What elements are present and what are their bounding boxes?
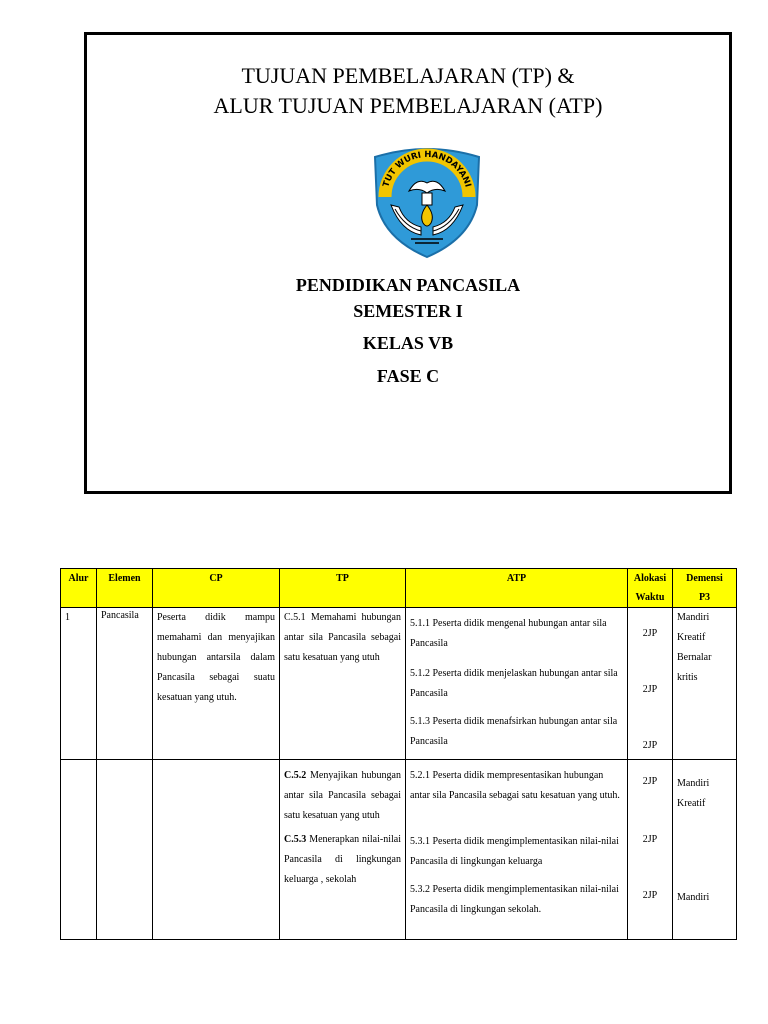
header-demensi-2: P3 xyxy=(698,592,711,603)
row2-dimensi-2: Kreatif xyxy=(677,798,706,809)
row1-jp-1: 2JP xyxy=(642,628,658,639)
row2-dimensi-3: Mandiri xyxy=(677,892,710,903)
row1-dimensi-2: Kreatif xyxy=(677,632,706,643)
row1-atp-item-1: 5.1.1 Peserta didik mengenal hubungan antar sila Pancasila xyxy=(410,618,607,649)
title-line-1: TUJUAN PEMBELAJARAN (TP) & xyxy=(241,63,575,88)
row2-tp-2 xyxy=(284,830,401,890)
row1-atp xyxy=(406,608,628,760)
subject-title: PENDIDIKAN PANCASILA xyxy=(295,275,521,295)
row1-jp-3: 2JP xyxy=(642,740,658,751)
row2-alokasi xyxy=(628,760,673,940)
row2-atp xyxy=(406,760,628,940)
table-row xyxy=(61,608,737,760)
row2-dimensi-1: Mandiri xyxy=(677,778,710,789)
row2-tp2-text: Menerapkan nilai-nilai Pancasila di lingkungan keluarga , sekolah xyxy=(284,834,401,885)
semester-label: SEMESTER I xyxy=(353,301,463,321)
row1-atp-item-3: 5.1.3 Peserta didik menafsirkan hubungan antar sila Pancasila xyxy=(410,716,618,747)
row1-jp-2: 2JP xyxy=(642,684,658,695)
row2-tp2-code: C.5.3 xyxy=(284,834,307,845)
row1-dimensi xyxy=(673,608,737,760)
phase-label: FASE C xyxy=(376,366,440,386)
row1-tp-text: Memahami hubungan antar sila Pancasila sebagai satu kesatuan yang utuh xyxy=(284,612,401,663)
row2-elemen xyxy=(97,760,153,940)
header-demensi xyxy=(673,569,737,608)
row2-alur xyxy=(61,760,97,940)
row1-dimensi-3: Bernalar kritis xyxy=(677,652,712,683)
table-header-row xyxy=(61,569,737,608)
svg-text:TUT WURI HANDAYANI: TUT WURI HANDAYANI xyxy=(381,149,473,189)
row2-tp xyxy=(280,760,406,940)
tut-wuri-handayani-logo xyxy=(365,135,489,259)
row1-tp xyxy=(280,608,406,760)
header-alokasi-1: Alokasi xyxy=(633,573,667,584)
row2-jp-2: 2JP xyxy=(642,834,658,845)
row2-tp1-code: C.5.2 xyxy=(284,770,307,781)
class-label: KELAS VB xyxy=(362,333,454,353)
document-title xyxy=(87,61,729,121)
row1-cp: Peserta didik mampu memahami dan menyajikan hubungan antarsila dalam Pancasila sebagai suatu kesatuan yang utuh. xyxy=(153,608,280,760)
row1-tp-code: C.5.1 xyxy=(284,612,306,623)
header-alokasi-2: Waktu xyxy=(635,592,665,603)
header-alur: Alur xyxy=(61,569,97,608)
row2-jp-3: 2JP xyxy=(642,890,658,901)
row2-jp-1: 2JP xyxy=(642,776,658,787)
row2-atp-item-2: 5.3.1 Peserta didik mengimplementasikan nilai-nilai Pancasila di lingkungan keluarga xyxy=(410,836,619,867)
row2-atp-item-1: 5.2.1 Peserta didik mempresentasikan hubungan antar sila Pancasila sebagai satu kesatuan yang utuh. xyxy=(410,770,620,801)
row2-cp xyxy=(153,760,280,940)
header-elemen: Elemen xyxy=(97,569,153,608)
atp-table xyxy=(60,568,737,940)
row2-tp-1 xyxy=(284,766,401,826)
header-cp: CP xyxy=(153,569,280,608)
cover-box xyxy=(84,32,732,494)
title-line-2: ALUR TUJUAN PEMBELAJARAN (ATP) xyxy=(213,93,603,118)
row2-atp-item-3: 5.3.2 Peserta didik mengimplementasikan nilai-nilai Pancasila di lingkungan sekolah. xyxy=(410,884,619,915)
header-tp: TP xyxy=(280,569,406,608)
row1-alokasi xyxy=(628,608,673,760)
row2-tp1-text: Menyajikan hubungan antar sila Pancasila sebagai satu kesatuan yang utuh xyxy=(284,770,401,821)
row1-alur: 1 xyxy=(61,608,97,760)
row1-atp-item-2: 5.1.2 Peserta didik menjelaskan hubungan antar sila Pancasila xyxy=(410,668,618,699)
header-atp: ATP xyxy=(406,569,628,608)
table-row xyxy=(61,760,737,940)
row1-dimensi-1: Mandiri xyxy=(677,612,710,623)
header-alokasi xyxy=(628,569,673,608)
row1-elemen: Pancasila xyxy=(97,608,153,760)
row2-dimensi xyxy=(673,760,737,940)
header-demensi-1: Demensi xyxy=(686,573,723,584)
